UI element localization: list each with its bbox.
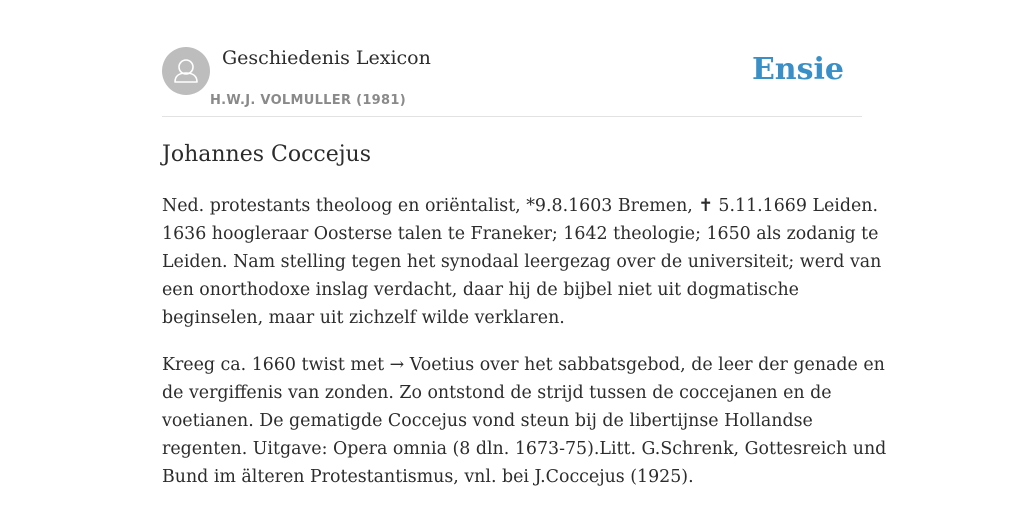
user-silhouette-icon xyxy=(162,47,210,95)
paragraph-line: regenten. Uitgave: Opera omnia (8 dln. 1673-75).Litt. G.Schrenk, Gottesreich und xyxy=(162,439,887,459)
paragraph-line: Kreeg ca. 1660 twist met → Voetius over het sabbatsgebod, de leer der genade en xyxy=(162,355,885,375)
source-header xyxy=(162,0,862,117)
paragraph-line: beginselen, maar uit zichzelf wilde verklaren. xyxy=(162,308,565,328)
source-title[interactable]: Geschiedenis Lexicon xyxy=(222,47,431,69)
paragraph xyxy=(162,351,887,491)
paragraph-line: Ned. protestants theoloog en oriëntalist, *9.8.1603 Bremen, ✝ 5.11.1669 Leiden. xyxy=(162,196,879,216)
article-title: Johannes Coccejus xyxy=(162,142,372,167)
paragraph-line: de vergiffenis van zonden. Zo ontstond de strijd tussen de coccejanen en de xyxy=(162,383,832,403)
paragraph-line: 1636 hoogleraar Oosterse talen te Franeker; 1642 theologie; 1650 als zodanig te xyxy=(162,224,879,244)
paragraph-line: een onorthodoxe inslag verdacht, daar hij de bijbel niet uit dogmatische xyxy=(162,280,799,300)
paragraph-line: Leiden. Nam stelling tegen het synodaal leergezag over de universiteit; werd van xyxy=(162,252,882,272)
paragraph xyxy=(162,192,882,332)
paragraph-line: voetianen. De gematigde Coccejus vond steun bij de libertijnse Hollandse xyxy=(162,411,813,431)
article-body xyxy=(162,192,887,510)
avatar[interactable] xyxy=(162,47,210,95)
source-author[interactable]: H.W.J. VOLMULLER (1981) xyxy=(210,93,406,108)
paragraph-line: Bund im älteren Protestantismus, vnl. bei J.Coccejus (1925). xyxy=(162,467,694,487)
brand-logo[interactable]: Ensie xyxy=(751,52,844,87)
